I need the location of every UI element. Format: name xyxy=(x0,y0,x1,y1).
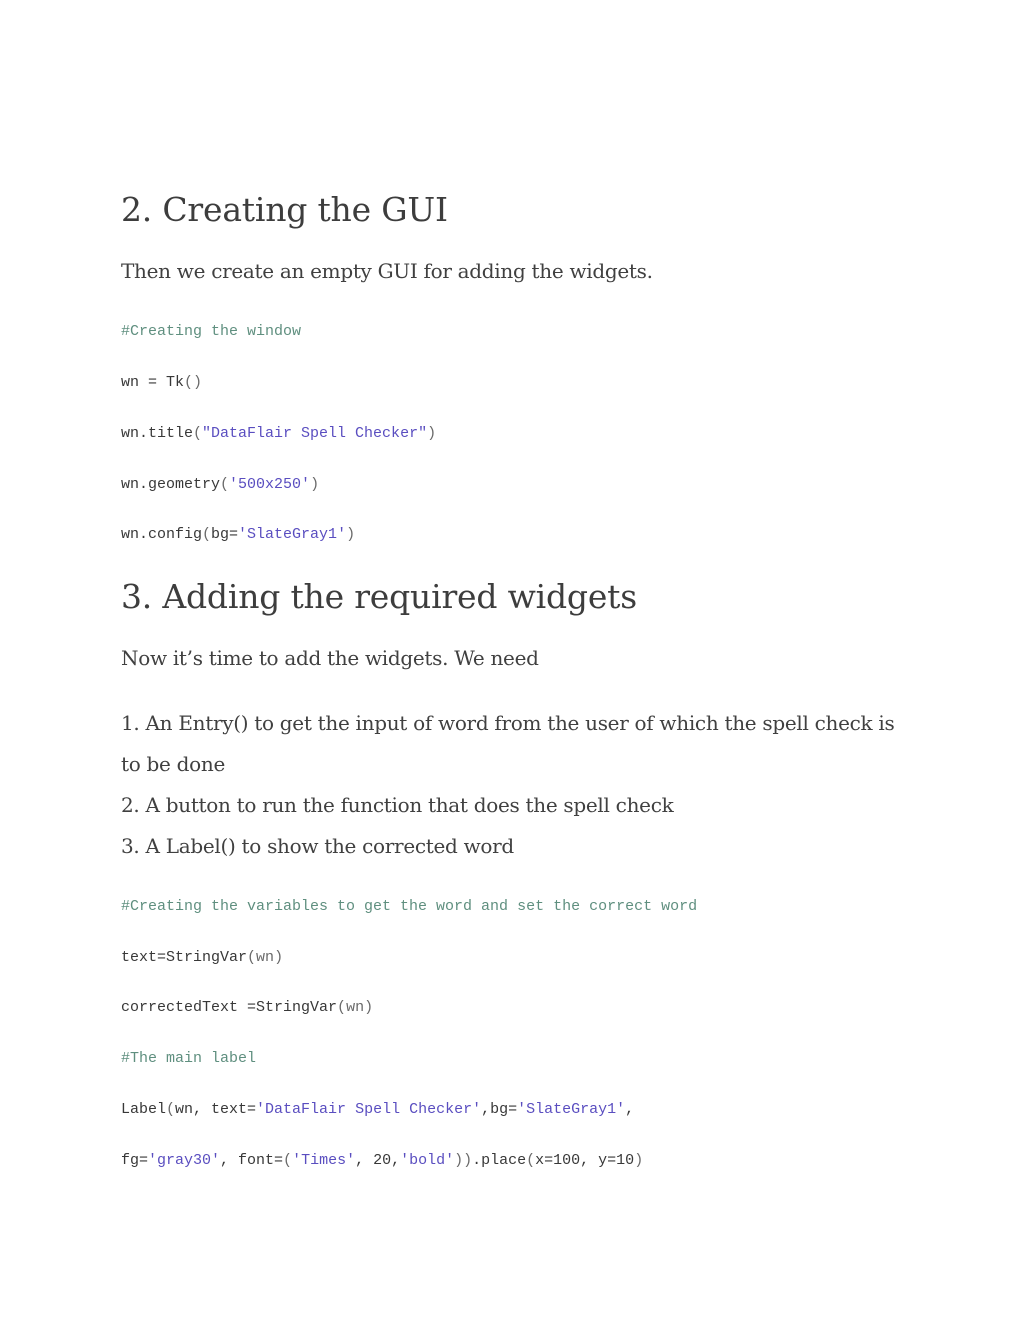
code-token: ) xyxy=(364,999,374,1016)
code-token: ( xyxy=(166,1101,176,1118)
code-string: 'SlateGray1' xyxy=(517,1101,626,1118)
code-line xyxy=(121,1153,643,1168)
code-string: 'bold' xyxy=(400,1152,455,1169)
section-heading-adding-widgets: 3. Adding the required widgets xyxy=(121,577,637,616)
code-line xyxy=(121,950,283,965)
code-token: ( xyxy=(202,526,212,543)
code-token: text=StringVar xyxy=(121,949,248,966)
code-token: ( xyxy=(337,999,347,1016)
code-token: wn.title xyxy=(121,425,194,442)
code-string: 'gray30' xyxy=(148,1152,221,1169)
code-string: 'DataFlair Spell Checker' xyxy=(256,1101,482,1118)
code-token: )) xyxy=(454,1152,473,1169)
code-comment: #Creating the variables to get the word and set the correct word xyxy=(121,898,698,915)
code-token: wn.config xyxy=(121,526,203,543)
code-line xyxy=(121,426,436,441)
list-item: 1. An Entry() to get the input of word from the user of which the spell check is xyxy=(121,711,895,735)
section-intro-text: Now it’s time to add the widgets. We need xyxy=(121,646,539,670)
code-token: ) xyxy=(310,476,320,493)
code-token: wn = Tk xyxy=(121,374,185,391)
code-token: , 20, xyxy=(355,1152,401,1169)
code-token: , font= xyxy=(220,1152,284,1169)
section-intro-text: Then we create an empty GUI for adding the widgets. xyxy=(121,259,653,283)
code-token: ) xyxy=(274,949,284,966)
code-token: , xyxy=(625,1101,635,1118)
code-token: wn xyxy=(346,999,365,1016)
code-string: 'Times' xyxy=(292,1152,356,1169)
list-item: 3. A Label() to show the corrected word xyxy=(121,834,514,858)
code-token: ) xyxy=(634,1152,644,1169)
code-line xyxy=(121,1000,373,1015)
code-line xyxy=(121,527,355,542)
code-token: correctedText =StringVar xyxy=(121,999,338,1016)
code-token: wn, text= xyxy=(175,1101,257,1118)
code-token: wn.geometry xyxy=(121,476,221,493)
code-token: fg= xyxy=(121,1152,149,1169)
code-token: ,bg= xyxy=(481,1101,518,1118)
code-line xyxy=(121,477,319,492)
code-line xyxy=(121,375,202,390)
list-item-continuation: to be done xyxy=(121,752,225,776)
code-token: .place xyxy=(472,1152,527,1169)
code-token: ) xyxy=(346,526,356,543)
code-token: ) xyxy=(427,425,437,442)
code-token: Label xyxy=(121,1101,167,1118)
list-item: 2. A button to run the function that does the spell check xyxy=(121,793,674,817)
section-heading-creating-gui: 2. Creating the GUI xyxy=(121,190,448,229)
code-comment: #The main label xyxy=(121,1050,257,1067)
code-token: wn xyxy=(256,949,275,966)
code-string: "DataFlair Spell Checker" xyxy=(202,425,428,442)
code-token: ( xyxy=(283,1152,293,1169)
code-line xyxy=(121,1102,634,1117)
code-token: bg= xyxy=(211,526,239,543)
code-string: '500x250' xyxy=(229,476,311,493)
code-token: ( xyxy=(247,949,257,966)
code-token: x=100, y=10 xyxy=(535,1152,635,1169)
code-token: ( xyxy=(193,425,203,442)
code-string: 'SlateGray1' xyxy=(238,526,347,543)
code-token: ( xyxy=(526,1152,536,1169)
code-token: ( xyxy=(220,476,230,493)
code-token: () xyxy=(184,374,203,391)
code-comment: #Creating the window xyxy=(121,323,302,340)
